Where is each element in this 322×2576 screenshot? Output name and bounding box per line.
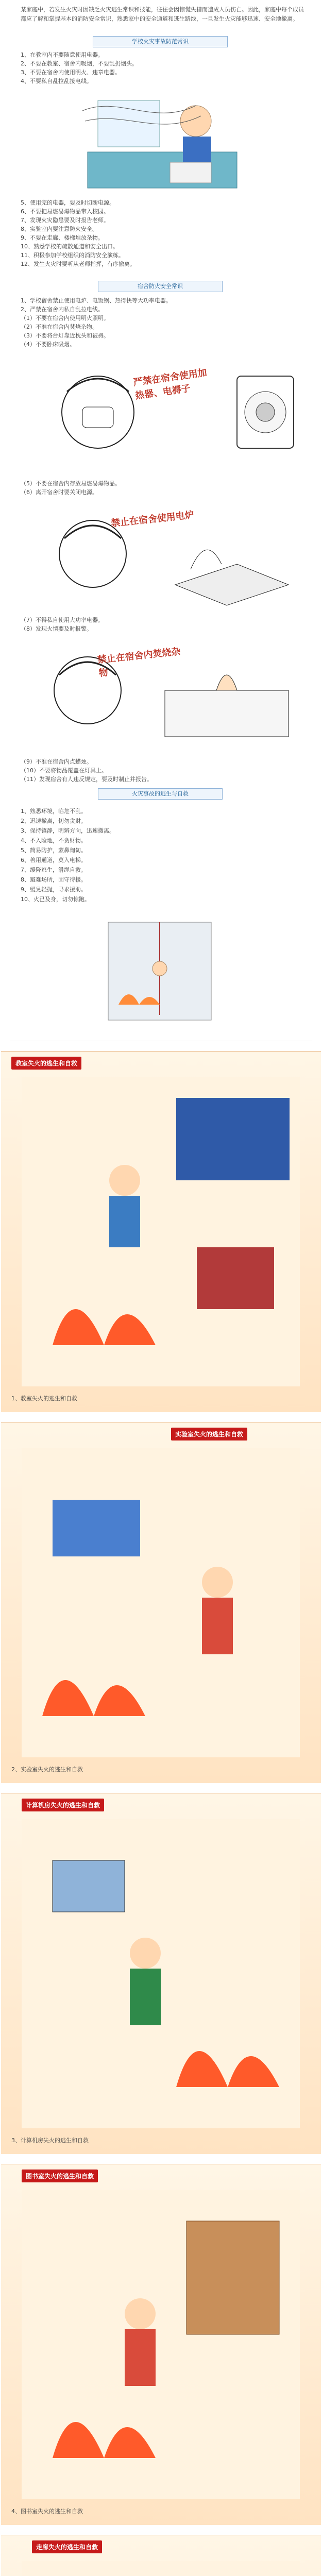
list-item: 11、积极参加学校组织的消防安全演练。: [21, 252, 124, 259]
list-item: 10、熟悉学校的疏散通道和安全出口。: [21, 243, 118, 250]
illustration-corridor-fire: [22, 2561, 300, 2576]
list-item: 3、不要在宿舍内使用明火、违章电器。: [21, 69, 121, 76]
panel-caption: 2、实验室失火的逃生和自救: [11, 1766, 83, 1773]
panel-caption: 1、教室失火的逃生和自救: [11, 1395, 77, 1402]
list-item: （11）发现宿舍有人违反规定，要及时制止并报告。: [21, 776, 152, 783]
list-item: （7）不得私自使用大功率电器。: [21, 617, 104, 623]
list-item: （10）不要将物品覆盖在灯具上。: [21, 767, 107, 774]
list-item: （2）不准在宿舍内焚烧杂物。: [21, 324, 98, 330]
section-title-2: 宿舍防火安全常识: [98, 281, 223, 292]
list-item: 6、善用通道，莫入电梯。: [21, 857, 87, 863]
panel-corridor: [1, 2535, 321, 2576]
list-item: 1、学校宿舍禁止使用电炉、电饭锅、热得快等大功率电器。: [21, 297, 172, 304]
panel-computer-room: [1, 1793, 321, 2154]
list-2: [21, 198, 309, 268]
section-title-1: 学校火灾事故防范常识: [93, 36, 228, 47]
list-item: 3、保持镇静，明辨方向，迅速撤离。: [21, 827, 115, 834]
list-6: [21, 757, 309, 784]
intro-text: 某家庭中，若发生火灾时因缺乏火灾逃生常识和技能，往往会因惊慌失措而造成人员伤亡。因此，家庭中每个成员都应了解和掌握基本的消防安全常识，熟悉家中的安全通道和逃生路线，一旦发生火灾能够迅速、安全地撤离。: [21, 6, 304, 22]
speech-bubble-2: 禁止在宿舍使用电炉: [110, 510, 195, 529]
panel-banner: 计算机房失火的逃生和自救: [22, 1799, 104, 1811]
list-item: 9、缓晃轻抛，寻求援助。: [21, 886, 87, 893]
list-item: （4）不要卧床吸烟。: [21, 341, 75, 348]
panel-banner: 图书室失火的逃生和自救: [22, 2170, 98, 2182]
illustration-library-fire: [22, 2190, 300, 2499]
list-5: [21, 616, 309, 633]
panel-library: [1, 2164, 321, 2525]
list-item: （6）离开宿舍时要关闭电源。: [21, 489, 98, 496]
panel-banner: 走廊失火的逃生和自救: [32, 2540, 102, 2553]
list-3: [21, 296, 309, 349]
list-1: [21, 50, 309, 86]
list-item: 7、缓降逃生，滑绳自救。: [21, 867, 87, 873]
list-4: [21, 479, 309, 497]
list-item: 4、不入险地，不贪财物。: [21, 837, 87, 844]
panel-banner: 教室失火的逃生和自救: [11, 1057, 81, 1070]
panel-classroom: [1, 1051, 321, 1412]
illustration-lab-fire: [22, 1448, 300, 1757]
list-item: 5、简易防护，蒙鼻匍匐。: [21, 847, 87, 854]
illustration-rope-escape: [88, 912, 232, 1030]
panel-lab: [1, 1422, 321, 1783]
illustration-classroom-fire: [22, 1077, 300, 1386]
panel-banner: 实验室失火的逃生和自救: [171, 1428, 247, 1440]
list-item: 9、不要在走廊、楼梯堆放杂物。: [21, 234, 104, 241]
list-item: 1、熟悉环境，临危不乱。: [21, 808, 87, 815]
list-item: 12、发生火灾时要听从老师指挥，有序撤离。: [21, 261, 135, 267]
speech-bubble-1: 严禁在宿舍使用加热器、电褥子: [132, 367, 208, 402]
list-item: （5）不要在宿舍内存放易燃易爆物品。: [21, 480, 121, 487]
list-item: 8、避难场所，固守待援。: [21, 876, 87, 883]
speech-bubble-3: 禁止在宿舍内焚烧杂物: [96, 646, 181, 679]
illustration-computer-fire: [22, 1819, 300, 2128]
list-item: 6、不要把易燃易爆物品带入校园。: [21, 208, 109, 215]
list-item: （8）发现火情要及时报警。: [21, 625, 92, 632]
list-item: 4、不要私自乱拉乱接电线。: [21, 78, 92, 84]
list-item: （9）不准在宿舍内点蜡烛。: [21, 758, 92, 765]
list-item: 2、不要在教室、宿舍内吸烟，不要乱扔烟头。: [21, 60, 138, 67]
list-item: 7、发现火灾隐患要及时报告老师。: [21, 217, 109, 224]
escape-list: [21, 806, 309, 904]
list-item: 2、迅速撤离，切勿贪财。: [21, 818, 87, 824]
list-item: 1、在教室内不要随意使用电器。: [21, 52, 104, 58]
panel-caption: 4、图书室失火的逃生和自救: [11, 2508, 83, 2515]
section-title-3: 火灾事故的逃生与自救: [98, 788, 223, 800]
illustration-classroom-electric: [77, 90, 247, 193]
list-item: （1）不要在宿舍内使用明火照明。: [21, 315, 109, 321]
panel-caption: 3、计算机房失火的逃生和自救: [11, 2137, 89, 2144]
list-item: 10、火已及身，切勿惊跑。: [21, 896, 90, 903]
list-item: 2、严禁在宿舍内私自乱拉电线。: [21, 306, 104, 313]
list-item: 5、使用完的电器，要及时切断电源。: [21, 199, 115, 206]
list-item: （3）不要将台灯靠近枕头和被褥。: [21, 332, 109, 339]
list-item: 8、实验室内要注意防火安全。: [21, 226, 98, 232]
